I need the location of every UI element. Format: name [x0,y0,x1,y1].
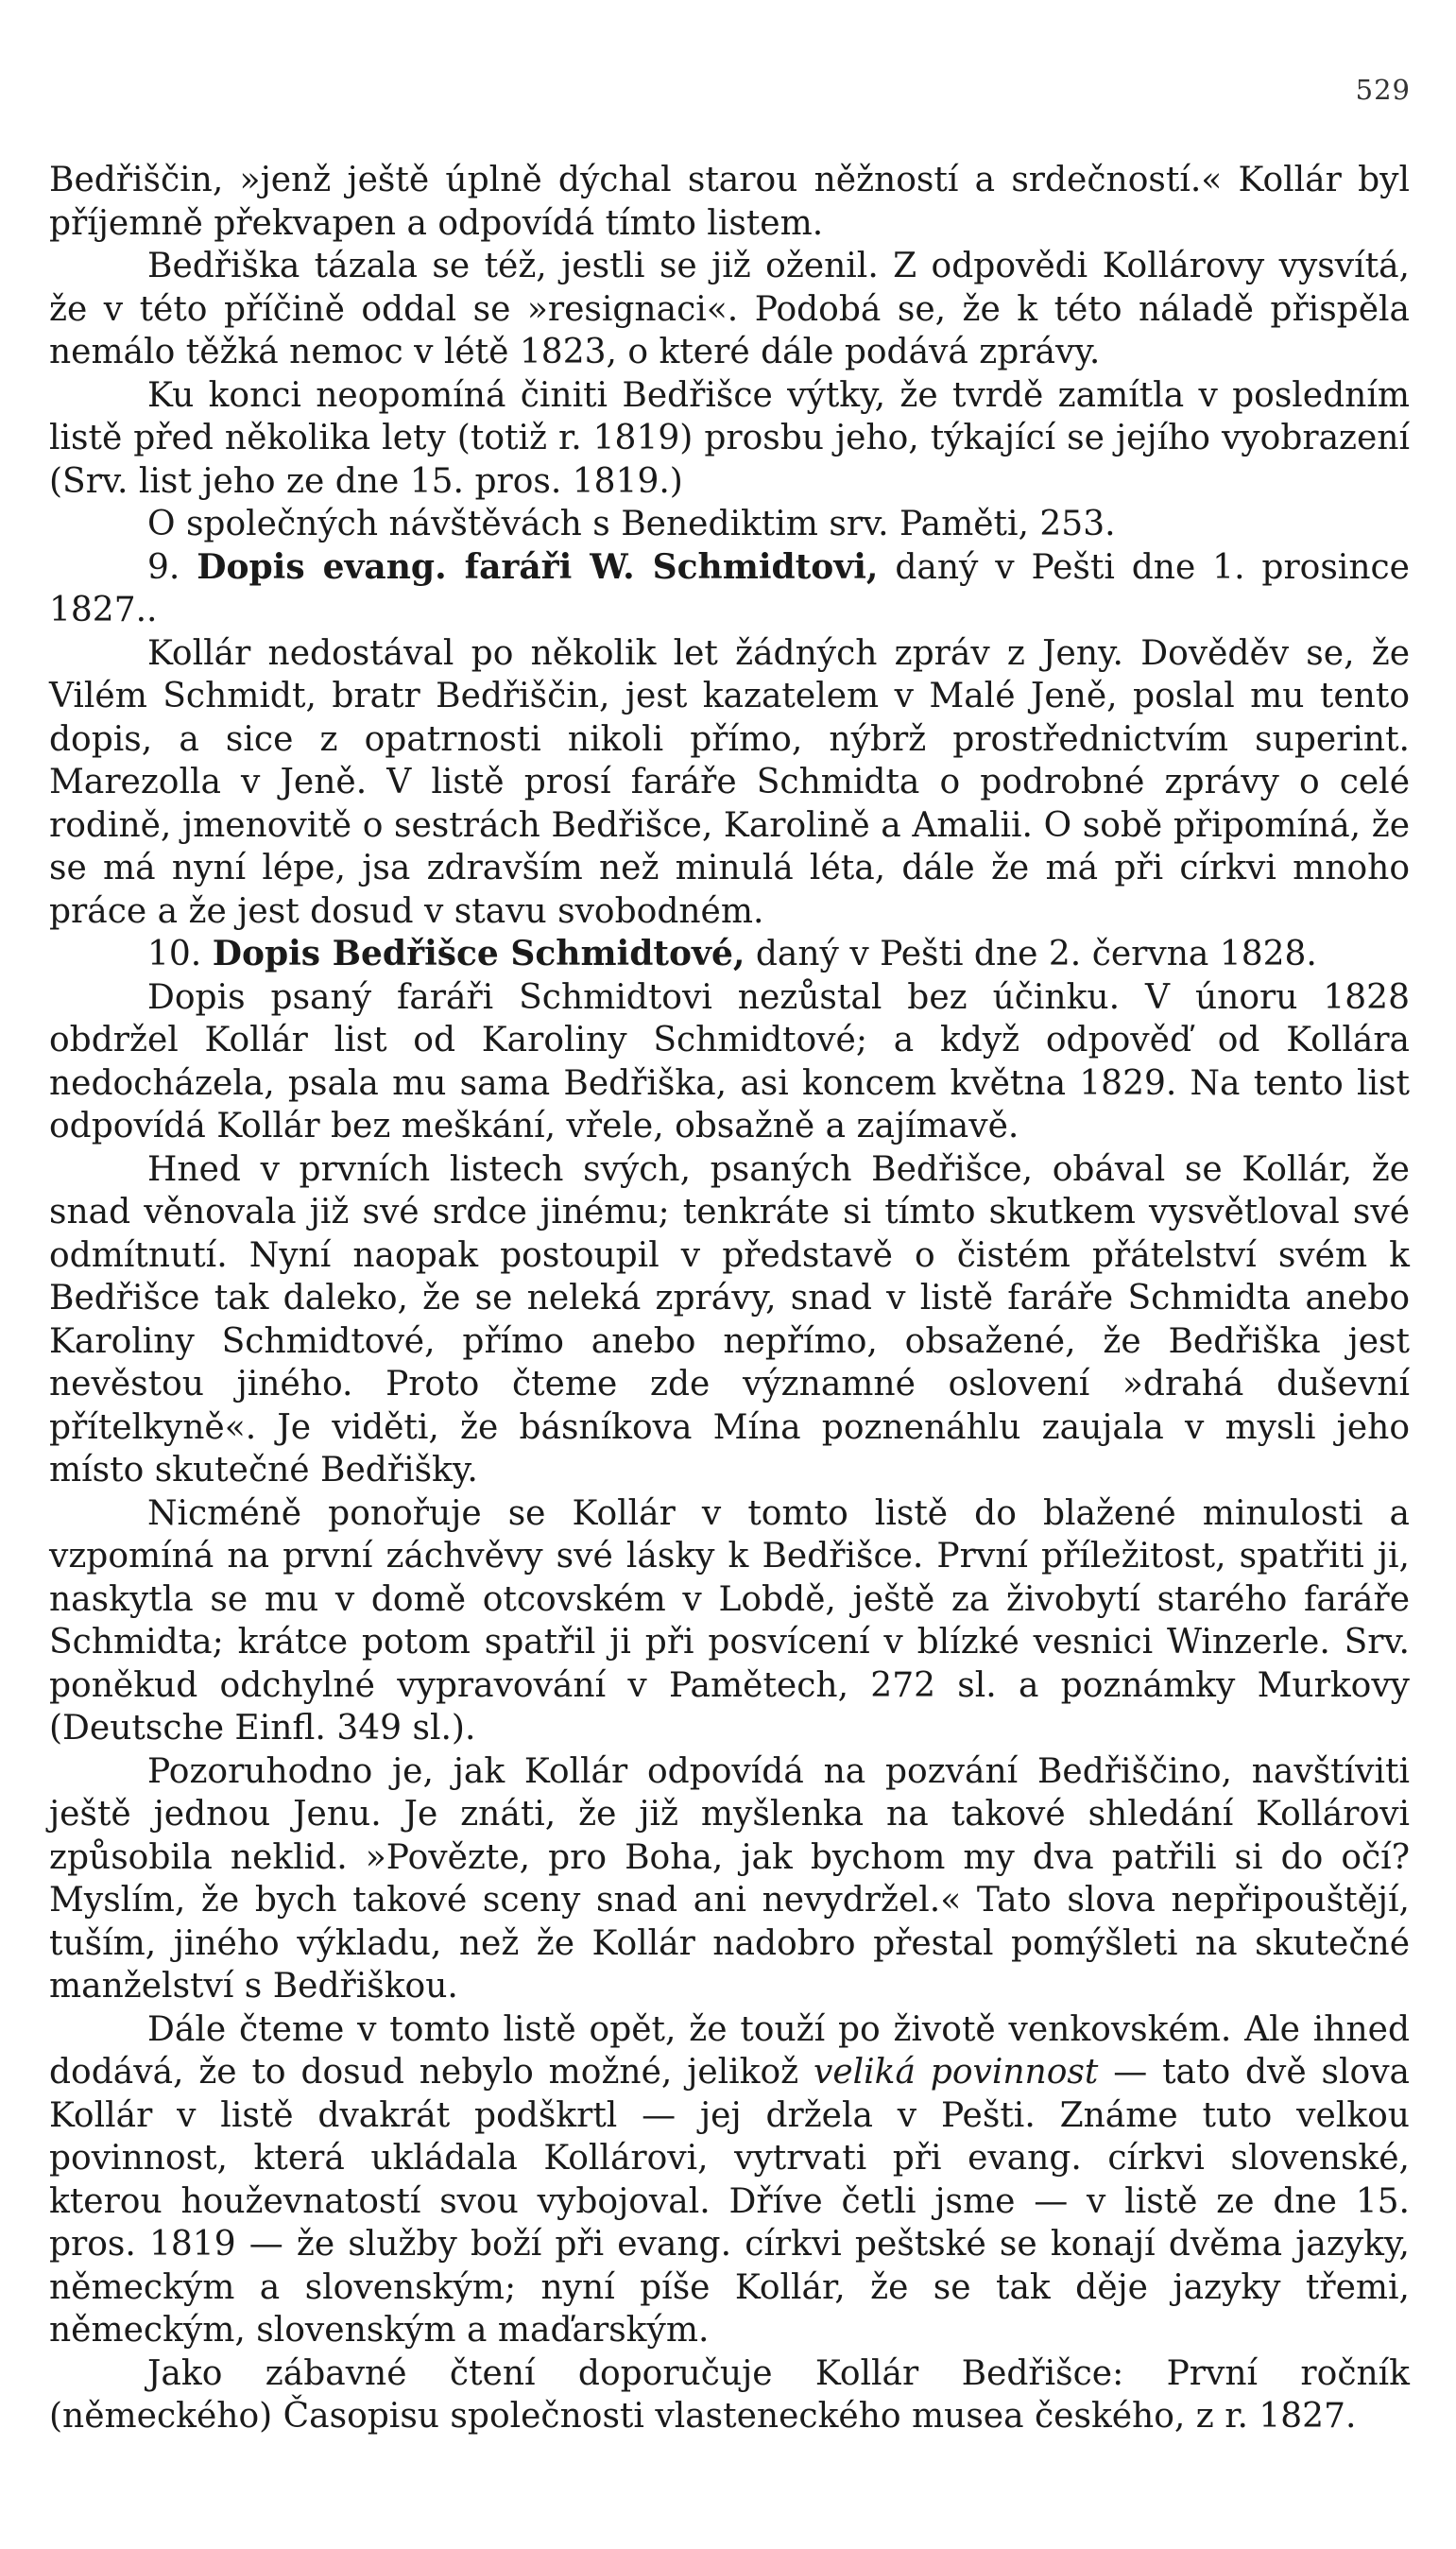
section-date: daný v Pešti dne 2. června 1828. [755,935,1317,973]
paragraph: Dopis psaný faráři Schmidtovi nezůstal bez účinku. V únoru 1828 obdržel Kollár list od Karoliny Schmidtové; a když odpověď od Kollára nedocházela, psala mu sama Bedřiška, asi koncem května 1829. Na tento list odpovídá Kollár bez meškání, vřele, obsažně a zajímavě. [49,977,1410,1145]
section-heading [49,933,1410,976]
paragraph: O společných návštěvách s Benediktim srv. Paměti, 253. [147,505,1116,543]
paragraph: Bedřiščin, »jenž ještě úplně dýchal starou něžností a srdečností.« Kollár byl příjemně překvapen a odpovídá tímto listem. [49,161,1410,243]
paragraph: Hned v prvních listech svých, psaných Bedřišce, obával se Kollár, že snad věnovala již své srdce jinému; tenkráte si tímto skutkem vysvětloval své odmítnutí. Nyní naopak postoupil v představě o čistém přátelství svém k Bedřišce tak daleko, že se neleká zprávy, snad v listě faráře Schmidta anebo Karoliny Schmidtové, přímo anebo nepřímo, obsažené, že Bedřiška jest nevěstou jiného. Proto čteme zde významné oslovení »drahá duševní přítelkyně«. Je viděti, že básníkova Mína poznenáhlu zaujala v mysli jeho místo skutečné Bedřišky. [49,1149,1410,1490]
paragraph: Pozoruhodno je, jak Kollár odpovídá na pozvání Bedřiščino, navštíviti ještě jednou Jenu. Je znáti, že již myšlenka na takové shledání Kollárovi způsobila neklid. »Povězte, pro Boha, jak bychom my dva patřili si do očí? Myslím, že bych takové sceny snad ani nevydržel.« Tato slova nepřipouštějí, tuším, jiného výkladu, než že Kollár nadobro přestal pomýšleti na skutečné manželství s Bedřiškou. [49,1751,1410,2006]
paragraph-text: — tato dvě slova Kollár v listě dvakrát podškrtl — jej držela v Pešti. Známe tuto velkou povinnost, která ukládala Kollárovi, vytrvati při evang. církvi slovenské, kterou houževnatostí svou vybojoval. Dříve četli jsme — v listě ze dne 15. pros. 1819 — že služby boží při evang. církvi peštské se konají dvěma jazyky, německým a slovenským; nyní píše Kollár, že se tak děje jazyky třemi, německým, slovenským a maďarským. [49,2053,1410,2350]
emphasized-text: veliká povinnost [814,2053,1099,2092]
paragraph: Bedřiška tázala se též, jestli se již oženil. Z odpovědi Kollárovy vysvítá, že v této příčině oddal se »resignaci«. Podobá se, že k této náladě přispěla nemálo těžká nemoc v létě 1823, o které dále podává zprávy. [49,247,1410,371]
section-date: daný v Pešti dne 1. prosince 1827.. [49,547,1410,629]
section-heading [49,546,1410,632]
paragraph [49,2008,1410,2352]
section-title: Dopis Bedřišce Schmidtové, [212,934,745,973]
section-number: 10. [147,935,202,973]
paragraph: Ku konci neopomíná činiti Bedřišce výtky, že tvrdě zamítla v posledním listě před několika lety (totiž r. 1819) prosbu jeho, týkající se jejího vyobrazení (Srv. list jeho ze dne 15. pros. 1819.) [49,375,1410,501]
section-number: 9. [147,547,180,587]
page-number: 529 [1355,74,1411,106]
paragraph: Kollár nedostával po několik let žádných zpráv z Jeny. Dověděv se, že Vilém Schmidt, bratr Bedřiščin, jest kazatelem v Malé Jeně, poslal mu tento dopis, a sice z opatrnosti nikoli přímo, nýbrž prostřednictvím superint. Marezolla v Jeně. V listě prosí faráře Schmidta o podrobné zprávy o celé rodině, jmenovitě o sestrách Bedřišce, Karolině a Amalii. O sobě připomíná, že se má nyní lépe, jsa zdravším než minulá léta, dále že má při církvi mnoho práce a že jest dosud v stavu svobodném. [49,633,1410,931]
paragraph: Jako zábavné čtení doporučuje Kollár Bedřišce: První ročník (německého) Časopisu společnosti vlasteneckého musea českého, z r. 1827. [49,2353,1410,2436]
paragraph-text: Dále čteme v tomto listě opět, že touží po životě venkovském. Ale ihned dodává, že to dosud nebylo možné, jelikož [49,2009,1410,2092]
text-body [49,159,1410,2438]
section-title: Dopis evang. faráři W. Schmidtovi, [197,546,879,587]
paragraph: Nicméně ponořuje se Kollár v tomto listě do blažené minulosti a vzpomíná na první záchvěvy své lásky k Bedřišce. První příležitost, spatřiti ji, naskytla se mu v domě otcovském v Lobdě, ještě za živobytí starého faráře Schmidta; krátce potom spatřil ji při posvícení v blízké vesnici Winzerle. Srv. poněkud odchylné vypravování v Pamětech, 272 sl. a poznámky Murkovy (Deutsche Einfl. 349 sl.). [49,1493,1410,1748]
